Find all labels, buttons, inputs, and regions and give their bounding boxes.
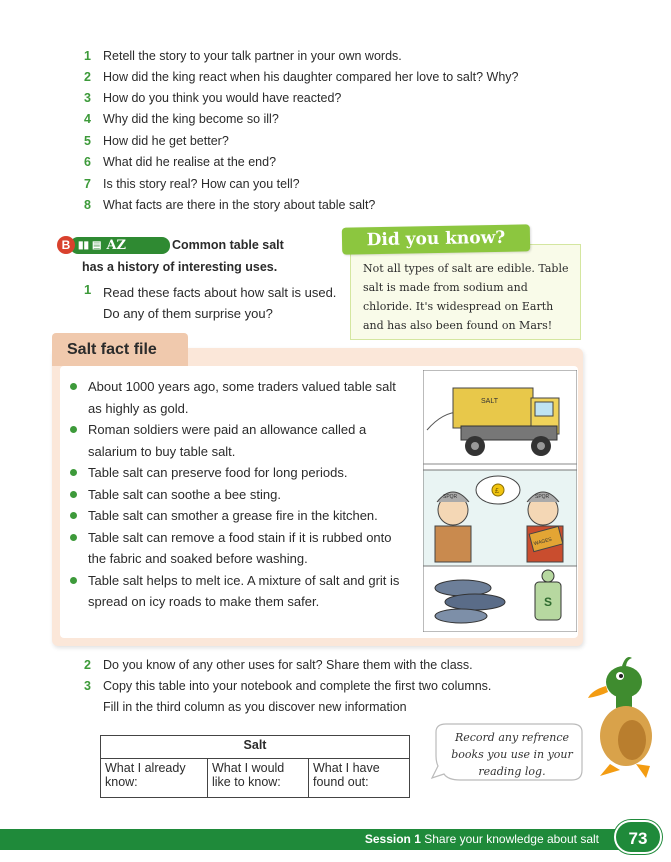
salt-illustration [423,370,577,632]
fact-file-heading: Salt fact file [52,333,188,366]
section-b-question-text: Read these facts about how salt is used. Do any of them surprise you? [103,285,337,321]
section-b-question-num: 1 [84,282,92,297]
table-col-know: What I already know: [101,759,208,798]
fact-item: Table salt can smother a grease fire in the kitchen. [68,505,408,527]
fact-item: About 1000 years ago, some traders valued table salt as highly as gold. [68,376,408,419]
footer-session: Session 1 Share your knowledge about salt [364,832,599,846]
table-col-learned: What I have found out: [309,759,410,798]
kwl-table [100,735,410,798]
fact-item: Table salt helps to melt ice. A mixture of salt and grit is spread on icy roads to make them safer. [68,570,408,613]
roman-soldiers-image [423,470,577,566]
fact-item: Table salt can preserve food for long periods. [68,462,408,484]
speech-bubble-text: Record any refrence books you use in your reading log. [451,731,573,778]
fact-item: Roman soldiers were paid an allowance called a salarium to buy table salt. [68,419,408,462]
section-title: Common table salt [172,238,284,252]
fact-item: Table salt can soothe a bee sting. [68,484,408,506]
dictionary-icon: AZ [106,238,127,253]
section-subtitle: has a history of interesting uses. [82,260,278,274]
truck-label: SALT [481,398,498,405]
did-you-know-text: Not all types of salt are edible. Table salt is made from sodium and chloride. It's widespread on Earth and has also been found on Mars! [363,262,569,332]
section-b-badge: B [57,236,75,254]
svg-text:SPQR: SPQR [535,494,550,500]
fact-list [68,376,408,613]
salt-sign-label: S [544,595,553,609]
book-icon: ▮▮ [78,240,90,251]
did-you-know-heading: Did you know? [342,224,530,254]
svg-text:£: £ [495,488,499,495]
activity-icons [70,237,170,254]
wages-bag-label: WAGES [533,536,553,548]
page-number: 73 [614,820,662,854]
svg-text:SPQR: SPQR [443,494,458,500]
table-title: Salt [101,736,410,759]
table-col-want: What I would like to know: [208,759,309,798]
notebook-icon: ▤ [92,240,102,251]
fact-item: Table salt can remove a food stain if it is rubbed onto the fabric and soaked before washing. [68,527,408,570]
duck-mascot-icon [586,652,658,782]
